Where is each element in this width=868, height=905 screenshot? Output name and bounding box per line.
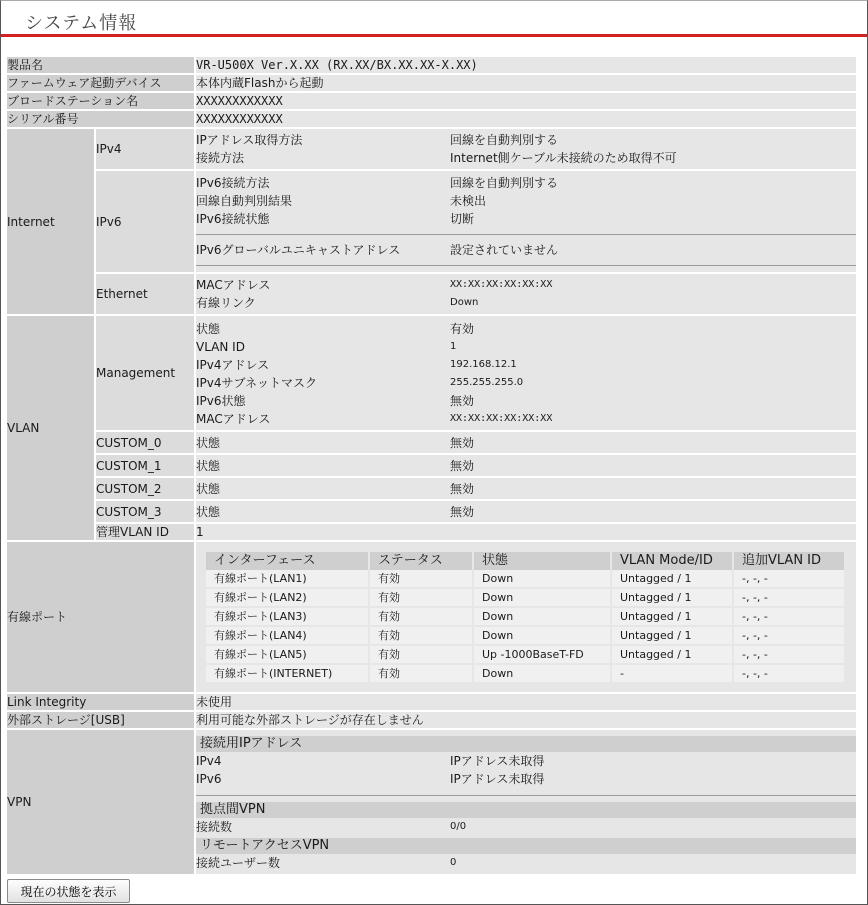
kv-row: IPv4アドレス 192.168.12.1 [196,358,517,372]
wired-label: 有線ポート [7,542,196,694]
vlan-custom2-row [7,478,856,501]
kv-row: 回線自動判別結果 未検出 [196,194,487,208]
table-header [206,552,845,570]
col-header: VLAN Mode/ID [611,552,733,570]
info-row-product [7,57,856,75]
table-row: 有線ポート(LAN3) 有効 Down Untagged / 1 -, -, - [206,607,845,626]
vlan-label: VLAN [7,316,96,542]
station-label: ブロードステーション名 [7,93,196,111]
kv-row: VLAN ID 1 [196,340,457,354]
divider [196,265,856,266]
storage-value: 利用可能な外部ストレージが存在しません [196,712,856,730]
refresh-status-button[interactable]: 現在の状態を表示 [7,879,130,903]
management-label: Management [96,316,196,432]
product-value: VR-U500X Ver.X.XX (RX.XX/BX.XX.XX-X.XX) [196,57,856,75]
info-row-serial [7,111,856,129]
kv-row: 状態 無効 [196,481,475,496]
serial-label: シリアル番号 [7,111,196,129]
col-header: 状態 [473,552,611,570]
link-integrity-label: Link Integrity [7,694,196,712]
kv-row: 状態 無効 [196,435,475,450]
kv-row: IPアドレス取得方法 回線を自動判別する [196,133,559,147]
wired-ports-table [206,552,846,684]
col-header: インターフェース [206,552,369,570]
firmware-label: ファームウェア起動デバイス [7,75,196,93]
vpn-label: VPN [7,730,196,876]
link-integrity-value: 未使用 [196,694,856,712]
vpn-row [7,730,856,876]
internet-ethernet-row [7,274,856,316]
vlan-custom3-row [7,501,856,524]
product-label: 製品名 [7,57,196,75]
mgmt-vlan-id-value: 1 [196,524,856,542]
kv-row: MACアドレス XX:XX:XX:XX:XX:XX [196,412,553,426]
firmware-value: 本体内蔵Flashから起動 [196,75,856,93]
ipv6-label: IPv6 [96,171,196,274]
table-row: 有線ポート(LAN2) 有効 Down Untagged / 1 -, -, - [206,588,845,607]
divider [196,795,856,796]
kv-row: IPv4サブネットマスク 255.255.255.0 [196,376,524,390]
table-row: 有線ポート(LAN5) 有効 Up -1000BaseT-FD Untagged / 1 -, -, - [206,645,845,664]
kv-row: IPv6接続方法 回線を自動判別する [196,176,559,190]
kv-row: 状態 有効 [196,322,475,336]
station-value: XXXXXXXXXXXX [196,93,856,111]
internet-ipv6-row [7,171,856,274]
table-row: 有線ポート(LAN4) 有効 Down Untagged / 1 -, -, - [206,626,845,645]
kv-row: 接続方法 Internet側ケーブル未接続のため取得不可 [196,151,677,165]
kv-row: 接続数 0/0 [196,820,467,834]
vpn-conn-heading: 接続用IPアドレス [196,736,856,752]
internet-label: Internet [7,129,96,316]
kv-row: MACアドレス XX:XX:XX:XX:XX:XX [196,278,553,292]
kv-row: 状態 無効 [196,504,475,519]
col-header: 追加VLAN ID [733,552,845,570]
col-header: ステータス [369,552,473,570]
kv-row: IPv6接続状態 切断 [196,212,475,226]
page-title: システム情報 [25,13,138,34]
custom2-label: CUSTOM_2 [96,478,196,501]
table-row: 有線ポート(INTERNET) 有効 Down - -, -, - [206,664,845,683]
divider [196,234,856,235]
vlan-management-row [7,316,856,432]
link-integrity-row [7,694,856,712]
vlan-custom1-row [7,455,856,478]
kv-row: IPv6 IPアドレス未取得 [196,772,545,786]
info-row-firmware [7,75,856,93]
mgmt-vlan-id-label: 管理VLAN ID [96,524,196,542]
storage-label: 外部ストレージ[USB] [7,712,196,730]
custom0-label: CUSTOM_0 [96,432,196,455]
kv-row: IPv6グローバルユニキャストアドレス 設定されていません [196,243,559,257]
kv-row: 有線リンク Down [196,296,479,310]
serial-value: XXXXXXXXXXXX [196,111,856,129]
system-info-table [7,57,856,876]
kv-row: IPv6状態 無効 [196,394,475,408]
info-row-station [7,93,856,111]
wired-ports-row [7,542,856,694]
custom3-label: CUSTOM_3 [96,501,196,524]
ipv4-label: IPv4 [96,129,196,171]
table-row: 有線ポート(LAN1) 有効 Down Untagged / 1 -, -, - [206,570,845,588]
kv-row: IPv4 IPアドレス未取得 [196,754,545,768]
internet-ipv4-row [7,129,856,171]
vlan-custom0-row [7,432,856,455]
vpn-site-heading: 拠点間VPN [196,802,856,818]
vpn-remote-heading: リモートアクセスVPN [196,838,856,854]
storage-row [7,712,856,730]
kv-row: 状態 無効 [196,458,475,473]
ethernet-label: Ethernet [96,274,196,316]
kv-row: 接続ユーザー数 0 [196,856,457,870]
custom1-label: CUSTOM_1 [96,455,196,478]
vlan-mgmt-id-row [7,524,856,542]
page-title-bar [1,1,867,37]
